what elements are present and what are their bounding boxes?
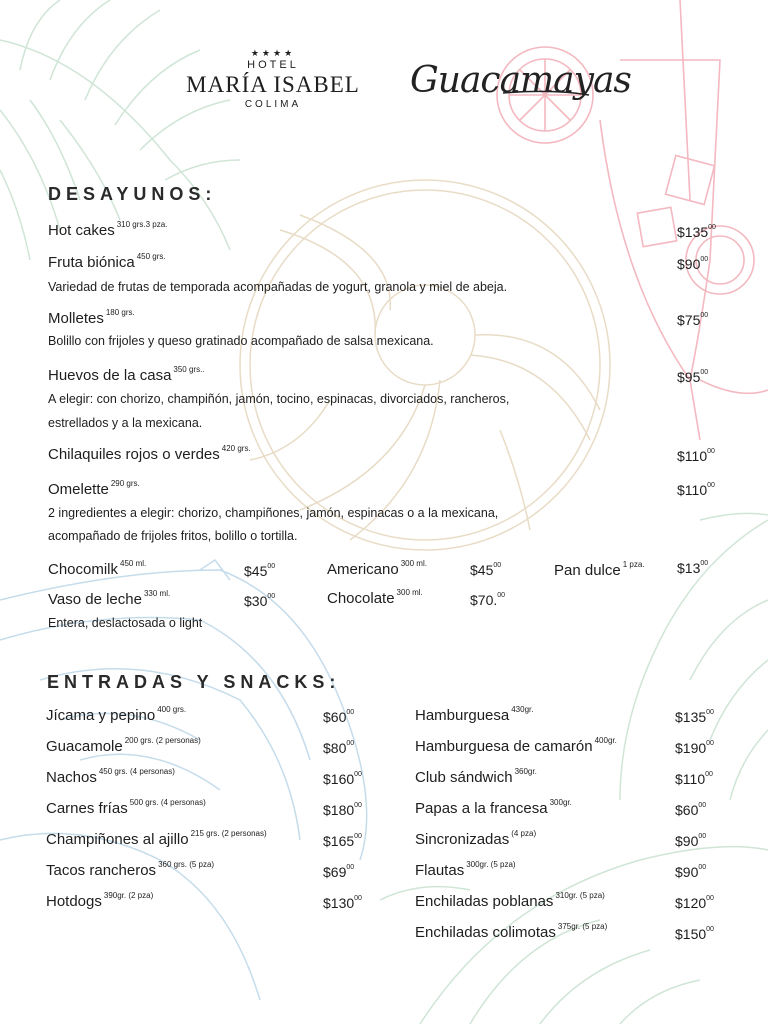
item-price: $\$13^{00}$: [677, 560, 709, 576]
item-price: $\$80^{00}$: [323, 740, 355, 756]
menu-item: [415, 831, 536, 848]
item-description: A elegir: con chorizo, champiñón, jamón, tocino, espinacas, divorciados, rancheros,: [48, 392, 510, 406]
menu-item: [48, 367, 205, 384]
menu-item: [46, 769, 175, 786]
item-size: 500 grs. (4 personas): [129, 798, 206, 807]
menu-item: [48, 481, 140, 498]
menu-item: [554, 562, 645, 579]
menu-item: [327, 561, 427, 578]
item-price: $\$90^{00}$: [675, 864, 707, 880]
item-size: 310 grs.3 pza.: [116, 220, 168, 229]
item-size: 375gr. (5 pza): [557, 922, 608, 931]
menu-item: [48, 310, 135, 327]
menu-item: [415, 924, 607, 941]
item-size: 350 grs..: [173, 365, 205, 374]
menu-item: [46, 862, 214, 879]
hotel-name: MARÍA ISABEL: [186, 72, 360, 97]
item-size: 290 grs.: [110, 479, 140, 488]
menu-item: [46, 893, 153, 910]
menu-item: [415, 862, 516, 879]
item-size: 300 ml.: [400, 559, 427, 568]
item-size: 400 grs.: [157, 705, 187, 714]
item-name: Champiñones al ajillo: [46, 831, 189, 848]
item-description: Entera, deslactosada o light: [48, 616, 203, 630]
item-name: Tacos rancheros: [46, 862, 157, 879]
item-price: $\$110^{00}$: [675, 771, 713, 787]
item-name: Papas a la francesa: [415, 800, 548, 817]
menu-item: [46, 800, 206, 817]
item-name: Molletes: [48, 310, 104, 327]
item-name: Club sándwich: [415, 769, 513, 786]
item-name: Hot cakes: [48, 222, 115, 239]
item-description: acompañado de frijoles fritos, bolillo o tortilla.: [48, 529, 298, 543]
item-price: $\$45^{00}$: [470, 562, 502, 578]
item-size: 430gr.: [511, 705, 534, 714]
item-size: 360 grs. (5 pza): [158, 860, 215, 869]
item-price: $\$60^{00}$: [675, 802, 707, 818]
menu-item: [48, 446, 251, 463]
item-size: 200 grs. (2 personas): [124, 736, 201, 745]
item-price: $\$75^{00}$: [677, 312, 709, 328]
item-size: 330 ml.: [143, 589, 171, 598]
item-price: $\$110^{00}$: [677, 448, 715, 464]
section-title-entradas: ENTRADAS Y SNACKS:: [47, 672, 341, 692]
item-size: 390gr. (2 pza): [103, 891, 154, 900]
hotel-stars: ★★★★: [250, 48, 296, 58]
item-size: 310gr. (5 pza): [555, 891, 605, 900]
hotel-logo: [178, 48, 368, 112]
item-name: Enchiladas poblanas: [415, 893, 554, 910]
item-price: $\$120^{00}$: [675, 895, 714, 911]
menu-item: [46, 831, 267, 848]
item-price: $\$90^{00}$: [675, 833, 707, 849]
menu-item: [415, 738, 617, 755]
menu-item: [415, 800, 572, 817]
item-description: 2 ingredientes a elegir: chorizo, champiñones, jamón, espinacas o a la mexicana,: [48, 506, 499, 520]
menu-item: [48, 561, 146, 578]
menu-item: [46, 707, 186, 724]
item-price: $\$110^{00}$: [677, 482, 715, 498]
menu-item: [327, 590, 423, 607]
script-logo-icon: [403, 55, 603, 125]
item-description: Variedad de frutas de temporada acompañadas de yogurt, granola y miel de abeja.: [48, 280, 508, 294]
item-price: $\$180^{00}$: [323, 802, 362, 818]
item-name: Hamburguesa: [415, 707, 510, 724]
item-size: 215 grs. (2 personas): [190, 829, 267, 838]
item-name: Enchiladas colimotas: [415, 924, 556, 941]
item-price: $\$150^{00}$: [675, 926, 714, 942]
menu-item: [415, 893, 605, 910]
item-name: Vaso de leche: [48, 591, 142, 608]
hotel-city: COLIMA: [244, 99, 302, 110]
item-size: 450 ml.: [120, 559, 147, 568]
item-size: 450 grs. (4 personas): [98, 767, 175, 776]
item-price: $\$95^{00}$: [677, 369, 709, 385]
item-price: $\$190^{00}$: [675, 740, 714, 756]
item-name: Omelette: [48, 481, 109, 498]
menu-item: [48, 254, 166, 271]
item-name: Carnes frías: [46, 800, 128, 817]
item-size: 300gr.: [549, 798, 572, 807]
menu-item: [46, 738, 201, 755]
section-title-desayunos: DESAYUNOS:: [48, 184, 217, 204]
menu-item: [48, 222, 167, 239]
item-price: $\$160^{00}$: [323, 771, 362, 787]
item-size: 420 grs.: [221, 444, 251, 453]
item-name: Huevos de la casa: [48, 367, 172, 384]
item-price: $\$135^{00}$: [677, 224, 716, 240]
item-name: Flautas: [415, 862, 465, 879]
item-price: $\$165^{00}$: [323, 833, 362, 849]
restaurant-logo: Guacamayas: [410, 60, 631, 101]
item-price: $\$30^{00}$: [244, 593, 276, 609]
item-size: 300 ml.: [396, 588, 423, 597]
item-size: 360gr.: [514, 767, 537, 776]
item-name: Americano: [327, 561, 399, 578]
item-price: $\$135^{00}$: [675, 709, 714, 725]
menu-item: [48, 591, 170, 608]
item-name: Hamburguesa de camarón: [415, 738, 593, 755]
item-name: Sincronizadas: [415, 831, 510, 848]
item-size: 1 pza.: [622, 560, 645, 569]
item-price: $70.00: [470, 592, 506, 608]
hotel-label: HOTEL: [247, 59, 299, 71]
item-name: Nachos: [46, 769, 97, 786]
menu-item: [415, 707, 533, 724]
item-price: $\$60^{00}$: [323, 709, 355, 725]
item-price: $\$90^{00}$: [677, 256, 709, 272]
item-name: Fruta biónica: [48, 254, 135, 271]
item-name: Chocomilk: [48, 561, 119, 578]
item-name: Chocolate: [327, 590, 395, 607]
menu-item: [415, 769, 537, 786]
item-price: $\$69^{00}$: [323, 864, 355, 880]
item-name: Guacamole: [46, 738, 123, 755]
item-description: estrellados y a la mexicana.: [48, 416, 203, 430]
item-size: (4 pza): [511, 829, 537, 838]
item-name: Pan dulce: [554, 562, 621, 579]
item-name: Chilaquiles rojos o verdes: [48, 446, 220, 463]
item-size: 300gr. (5 pza): [466, 860, 516, 869]
item-name: Hotdogs: [46, 893, 102, 910]
item-size: 450 grs.: [136, 252, 166, 261]
item-size: 180 grs.: [105, 308, 135, 317]
item-size: 400gr.: [594, 736, 617, 745]
item-name: Jícama y pepino: [46, 707, 156, 724]
item-price: $\$45^{00}$: [244, 563, 276, 579]
item-description: Bolillo con frijoles y queso gratinado acompañado de salsa mexicana.: [48, 334, 434, 348]
item-price: $\$130^{00}$: [323, 895, 362, 911]
